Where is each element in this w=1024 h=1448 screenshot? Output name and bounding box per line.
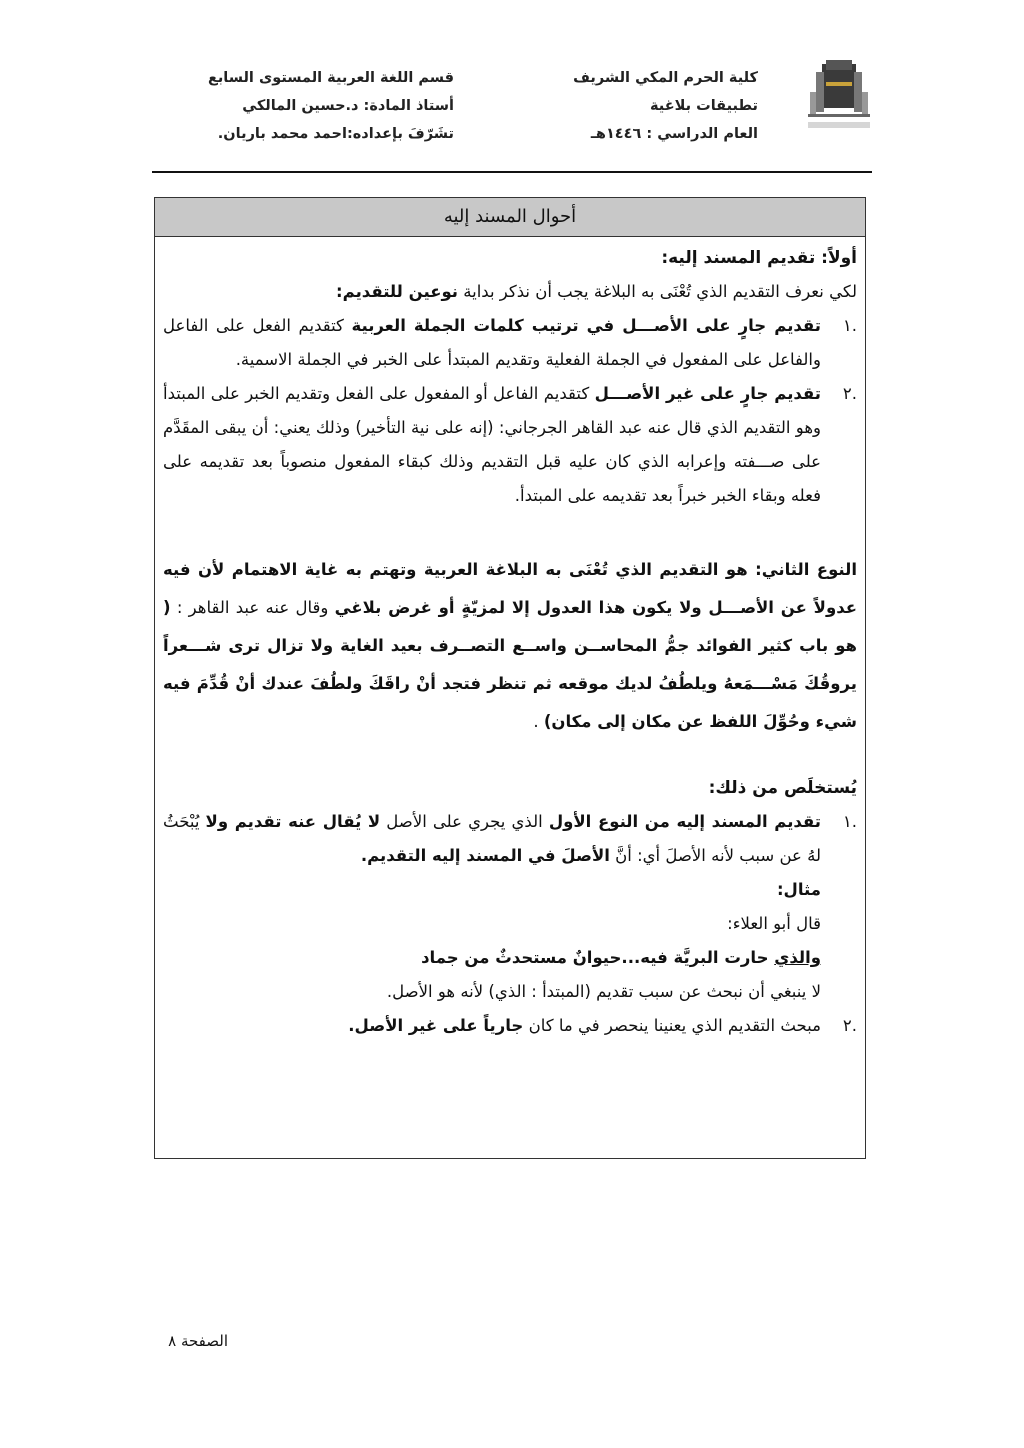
- instructor-name: أستاذ المادة: د.حسين المالكي: [242, 98, 454, 114]
- intro-colon: :: [336, 282, 343, 301]
- college-logo: [802, 58, 874, 136]
- spacer: [163, 513, 857, 551]
- list-item-1: [163, 309, 857, 377]
- conclusion-item-1: [163, 805, 857, 873]
- list-body-text: كتقديم الفاعل أو المفعول على الفعل وتقديم الخبر على المبتدأ وهو التقديم الذي قال عنه عبد القاهر الجرجاني: (إنه على نية التأخير) وذلك يعني: أن يبقى المقَدَّم على صـــفته وإعرابه الذي كان عليه قبل التقديم وذلك كبقاء المفعول منصوباً بعد تقديمه على فعله وبقاء الخبر خبراً بعد تقديمه على المبتدأ.: [163, 384, 821, 505]
- intro-bold: نوعين للتقديم: [342, 282, 459, 301]
- spacer: [163, 741, 857, 771]
- header-college-info: [573, 64, 758, 148]
- conclusion-item2-bold: جارياً على غير الأصل.: [348, 1016, 524, 1035]
- verse-rest: حارت البريَّة فيه...حيوانٌ مستحدثٌ من جماد: [421, 948, 775, 967]
- quote-intro: قال أبو العلاء:: [727, 914, 821, 933]
- second-type-paragraph: [163, 551, 857, 741]
- list-number: .١: [842, 316, 857, 335]
- list-bold-text: تقديم جارٍ على غير الأصـــل: [594, 384, 821, 403]
- list-item-2: [163, 377, 857, 513]
- box-title: أحوال المسند إليه: [155, 198, 865, 237]
- conclusion-text-1: الذي يجري على الأصل: [380, 812, 549, 831]
- page-number: الصفحة ٨: [168, 1332, 228, 1350]
- conclusion-item2-text: مبحث التقديم الذي يعنينا ينحصر في ما كان: [523, 1016, 821, 1035]
- list-text: [163, 1009, 821, 1043]
- conclusion-bold-1: تقديم المسند إليه من النوع الأول: [548, 812, 821, 831]
- header-department-info: [208, 64, 454, 148]
- list-bold-text: تقديم جارٍ على الأصـــل في ترتيب كلمات الجملة العربية: [351, 316, 821, 335]
- list-number: .١: [842, 812, 857, 831]
- list-number: .٢: [842, 1016, 857, 1035]
- section-heading: أولاً: تقديم المسند إليه:: [661, 248, 857, 268]
- intro-text: لكي نعرف التقديم الذي تُعْنَى به البلاغة يجب أن نذكر بداية: [458, 282, 857, 301]
- example-label: مثال:: [776, 880, 821, 899]
- conclusion-bold-2: لا يُقال عنه تقديم ولا: [205, 812, 381, 831]
- prepared-by: تشَرّفَ بإعداده:احمد محمد باريان.: [217, 126, 454, 142]
- verse-underlined: والذي: [774, 948, 821, 967]
- second-type-quote: ( هو باب كثير الفوائد جمُّ المحاســن واســع التصــرف بعيد الغاية ولا تزال ترى شـــعراً يروقُكَ مَسْـــمَعهُ ويلطُفُ لديك موقعه ثم تنظر فتجد أنْ راقَكَ ولطُفَ عندك أنْ قُدِّمَ فيه شيء وحُوِّلَ اللفظ عن مكان إلى مكان): [163, 598, 857, 731]
- content-box: [154, 197, 866, 1159]
- conclusion-text-2: يُبْحَثُ لهُ عن سبب لأنه الأصلَ أي: أنَّ: [163, 812, 821, 865]
- poetry-verse: [163, 941, 857, 975]
- academic-year: العام الدراسي : ١٤٤٦هـ: [590, 126, 758, 142]
- college-name: كلية الحرم المكي الشريف: [573, 70, 758, 86]
- box-content: [155, 237, 865, 1043]
- list-text: [163, 377, 821, 513]
- second-type-text: النوع الثاني: هو التقديم الذي تُعْنَى به البلاغة العربية وتهتم به غاية الاهتمام لأن فيه عدولاً عن الأصـــل ولا يكون هذا العدول إلا لمزيّةٍ أو غرض بلاغي: [163, 560, 857, 617]
- second-type-end: .: [533, 712, 544, 731]
- list-number: .٢: [842, 384, 857, 403]
- conclusion-heading: يُستخلَص من ذلك:: [708, 778, 857, 798]
- course-name: تطبيقات بلاغية: [650, 98, 758, 114]
- second-type-quote-intro: وقال عنه عبد القاهر :: [170, 598, 335, 617]
- header-divider: [152, 171, 872, 173]
- intro-paragraph: [163, 275, 857, 309]
- conclusion-bold-3: الأصلَ في المسند إليه التقديم.: [360, 846, 610, 865]
- conclusion-item-2: [163, 1009, 857, 1043]
- department-level: قسم اللغة العربية المستوى السابع: [207, 70, 454, 86]
- list-body-text: كتقديم الفعل على الفاعل والفاعل على المفعول في الجملة الفعلية وتقديم المبتدأ على الخبر في الجملة الاسمية.: [163, 316, 821, 369]
- example-note: لا ينبغي أن نبحث عن سبب تقديم (المبتدأ : الذي) لأنه هو الأصل.: [386, 982, 821, 1001]
- page-header: [150, 50, 874, 170]
- list-text: [163, 805, 821, 873]
- list-text: [163, 309, 821, 377]
